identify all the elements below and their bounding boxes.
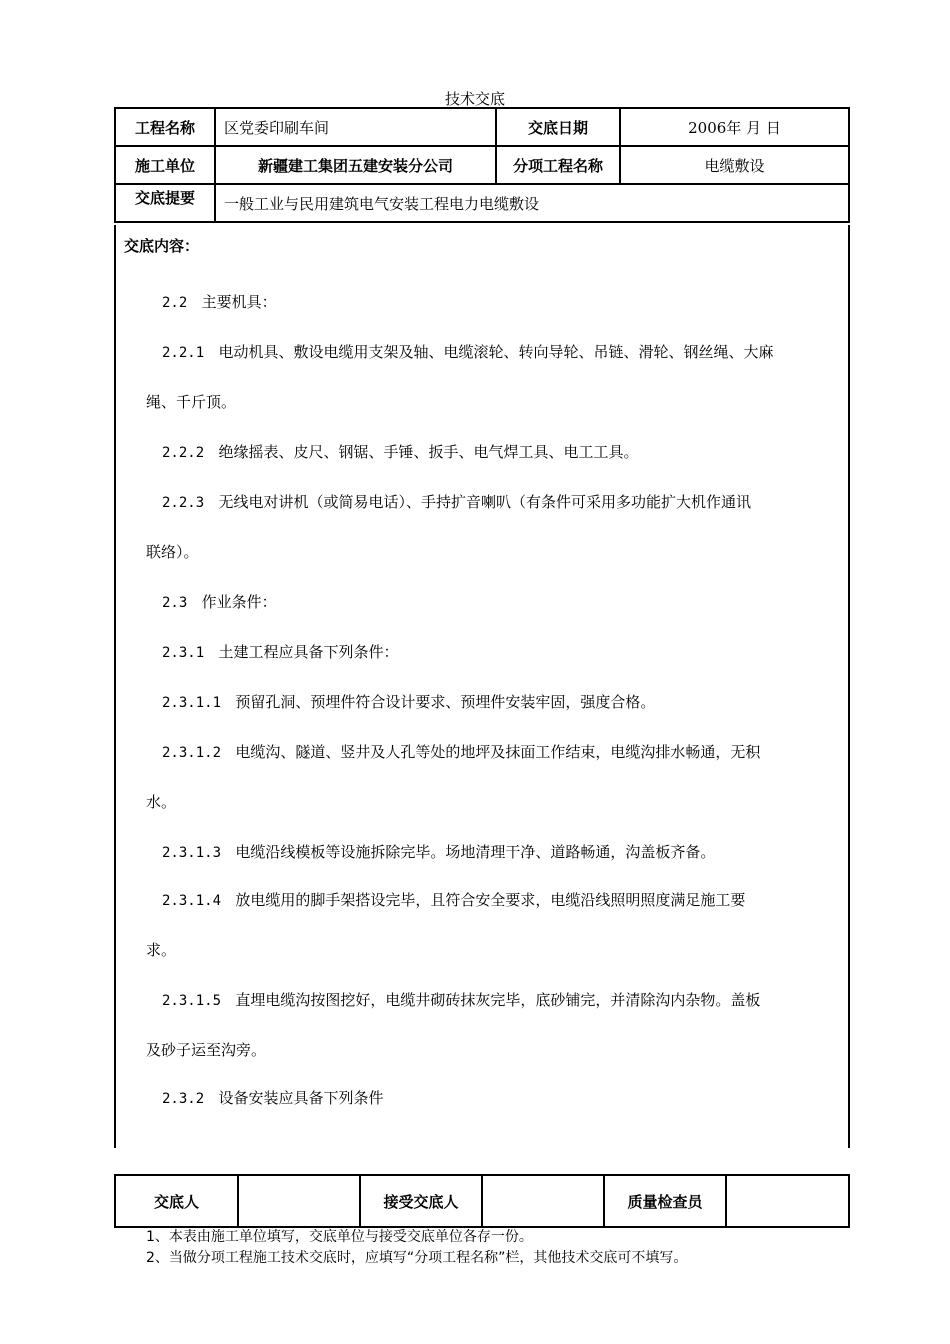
content-line [162,341,773,362]
clause-gap [204,343,218,361]
clause-number: 2.3.2 [162,1091,205,1107]
inspector-field [726,1175,849,1227]
presenter-label: 交底人 [115,1175,238,1227]
date-label: 交底日期 [496,108,620,146]
clause-text: 及砂子运至沟旁。 [146,1041,267,1059]
clause-number: 2.3.1.4 [162,893,222,909]
clause-number: 2.2.1 [162,345,205,361]
content-line [146,1039,266,1060]
clause-gap [221,991,235,1009]
clause-text: 水。 [146,793,177,811]
clause-number: 2.3 [162,595,188,611]
header-row-unit [115,146,849,184]
content-line [146,391,236,412]
clause-text: 绳、千斤顶。 [146,393,237,411]
presenter-field [238,1175,360,1227]
subproject-label: 分项工程名称 [496,146,620,184]
content-line [162,841,715,862]
clause-number: 2.2 [162,295,188,311]
clause-gap [221,843,235,861]
clause-gap [187,593,201,611]
clause-text: 设备安装应具备下列条件 [218,1089,384,1107]
clause-text: 主要机具： [201,293,277,311]
content-line [162,441,638,462]
clause-number: 2.3.1.3 [162,845,222,861]
summary-label: 交底提要 [115,184,215,222]
date-value: 2006年 月 日 [620,108,849,146]
content-line [162,889,745,910]
clause-number: 2.3.1 [162,645,205,661]
clause-text: 无线电对讲机（或简易电话）、手持扩音喇叭（有条件可采用多功能扩大机作通讯 [218,493,751,511]
project-name-value: 区党委印刷车间 [215,108,496,146]
content-line [162,989,760,1010]
clause-number: 2.2.2 [162,445,205,461]
content-section [114,225,850,1148]
clause-number: 2.2.3 [162,495,205,511]
header-table [114,107,850,223]
clause-text: 直埋电缆沟按图挖好，电缆井砌砖抹灰完毕，底砂铺完，并清除沟内杂物。盖板 [235,991,761,1009]
note-1: 1、本表由施工单位填写，交底单位与接受交底单位各存一份。 [146,1229,533,1245]
header-row-summary [115,184,849,222]
signature-table [114,1174,850,1228]
clause-text: 电缆沿线模板等设施拆除完毕。场地清理干净、道路畅通，沟盖板齐备。 [235,843,716,861]
clause-gap [221,693,235,711]
content-line [162,741,760,762]
clause-number: 2.3.1.5 [162,993,222,1009]
content-line [162,491,751,512]
content-line [162,291,277,312]
clause-text: 求。 [146,941,177,959]
clause-text: 放电缆用的脚手架搭设完毕，且符合安全要求，电缆沿线照明照度满足施工要 [235,891,746,909]
content-line [146,541,199,562]
signature-row [115,1175,849,1227]
clause-text: 土建工程应具备下列条件： [218,643,399,661]
clause-gap [204,1089,218,1107]
unit-value: 新疆建工集团五建安装分公司 [215,146,496,184]
clause-text: 作业条件： [201,593,277,611]
clause-text: 绝缘摇表、皮尺、钢锯、手锤、扳手、电气焊工具、电工工具。 [218,443,639,461]
clause-gap [204,643,218,661]
content-line [162,641,398,662]
clause-gap [221,891,235,909]
header-row-project [115,108,849,146]
content-line [162,691,655,712]
subproject-value: 电缆敷设 [620,146,849,184]
clause-text: 预留孔洞、预埋件符合设计要求、预埋件安装牢固，强度合格。 [235,693,656,711]
receiver-label: 接受交底人 [360,1175,482,1227]
summary-value: 一般工业与民用建筑电气安装工程电力电缆敷设 [215,184,849,222]
content-line [162,1087,383,1108]
clause-number: 2.3.1.1 [162,695,222,711]
clause-gap [187,293,201,311]
clause-gap [204,443,218,461]
content-line [146,791,176,812]
clause-text: 联络）。 [146,543,199,561]
content-line [162,591,277,612]
project-name-label: 工程名称 [115,108,215,146]
receiver-field [482,1175,604,1227]
unit-label: 施工单位 [115,146,215,184]
note-2: 2、当做分项工程施工技术交底时，应填写“分项工程名称”栏，其他技术交底可不填写。 [146,1250,688,1266]
content-label: 交底内容： [124,237,200,255]
clause-text: 电动机具、敷设电缆用支架及轴、电缆滚轮、转向导轮、吊链、滑轮、钢丝绳、大麻 [218,343,774,361]
content-line [146,939,176,960]
clause-number: 2.3.1.2 [162,745,222,761]
document-title: 技术交底 [444,90,505,108]
inspector-label: 质量检查员 [604,1175,726,1227]
clause-text: 电缆沟、隧道、竖井及人孔等处的地坪及抹面工作结束，电缆沟排水畅通，无积 [235,743,761,761]
clause-gap [204,493,218,511]
clause-gap [221,743,235,761]
